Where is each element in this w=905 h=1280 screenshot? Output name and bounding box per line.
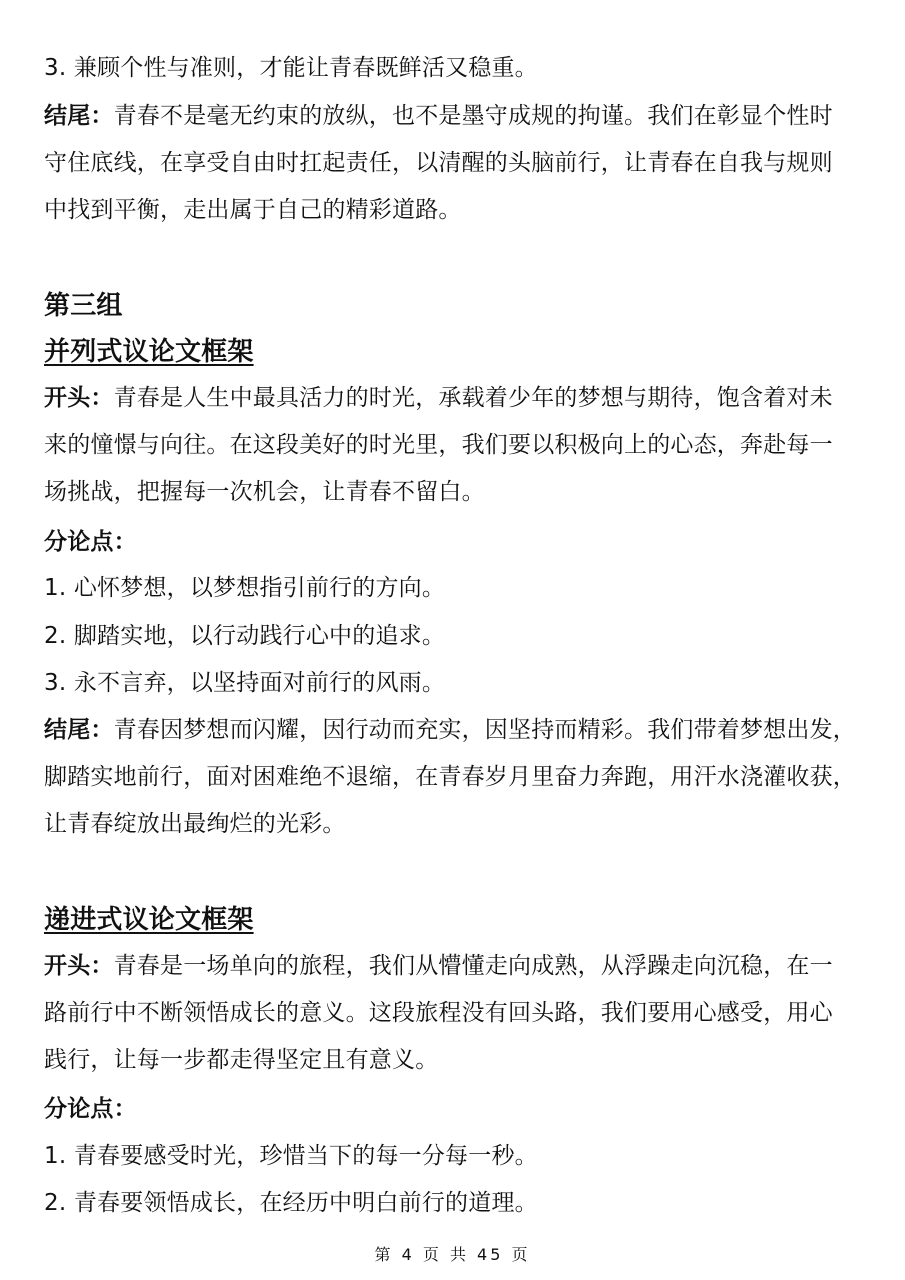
fw1-points-label: 分论点： — [44, 529, 137, 555]
group-title: 第三组 — [44, 291, 123, 321]
prev-point-3: 3. 兼顾个性与准则，才能让青春既鲜活又稳重。 — [44, 55, 538, 81]
fw2-opening-text-1: 青春是一场单向的旅程，我们从懵懂走向成熟，从浮躁走向沉稳，在一 — [113, 953, 833, 979]
fw2-points-label: 分论点： — [44, 1096, 137, 1122]
fw1-opening-line-2: 来的憧憬与向往。在这段美好的时光里，我们要以积极向上的心态，奔赴每一 — [44, 432, 833, 458]
prev-ending-label: 结尾： — [44, 103, 114, 129]
prev-ending-line-2: 守住底线，在享受自由时扛起责任，以清醒的头脑前行，让青春在自我与规则 — [44, 150, 833, 176]
fw1-point-1: 1. 心怀梦想，以梦想指引前行的方向。 — [44, 575, 446, 601]
fw1-ending-label: 结尾： — [44, 717, 114, 743]
fw1-point-3: 3. 永不言弃，以坚持面对前行的风雨。 — [44, 670, 446, 696]
fw1-ending-text-1: 青春因梦想而闪耀，因行动而充实，因坚持而精彩。我们带着梦想出发， — [113, 717, 857, 743]
fw2-opening-line-1 — [44, 950, 833, 982]
prev-ending-line-1 — [44, 100, 833, 132]
fw1-opening-line-1 — [44, 382, 833, 414]
framework-2-title: 递进式议论文框架 — [44, 905, 254, 935]
framework-1-title: 并列式议论文框架 — [44, 337, 254, 367]
fw1-opening-text-1: 青春是人生中最具活力的时光，承载着少年的梦想与期待，饱含着对未 — [113, 385, 833, 411]
fw2-opening-label: 开头： — [44, 953, 114, 979]
prev-ending-text-1: 青春不是毫无约束的放纵，也不是墨守成规的拘谨。我们在彰显个性时 — [113, 103, 833, 129]
fw2-point-2: 2. 青春要领悟成长，在经历中明白前行的道理。 — [44, 1190, 538, 1216]
fw1-opening-line-3: 场挑战，把握每一次机会，让青春不留白。 — [44, 479, 485, 505]
fw1-point-2: 2. 脚踏实地，以行动践行心中的追求。 — [44, 623, 446, 649]
fw1-ending-line-3: 让青春绽放出最绚烂的光彩。 — [44, 811, 346, 837]
fw2-opening-line-3: 践行，让每一步都走得坚定且有意义。 — [44, 1047, 439, 1073]
fw1-ending-line-1 — [44, 714, 856, 746]
prev-ending-line-3: 中找到平衡，走出属于自己的精彩道路。 — [44, 197, 462, 223]
fw2-opening-line-2: 路前行中不断领悟成长的意义。这段旅程没有回头路，我们要用心感受，用心 — [44, 1000, 833, 1026]
page-number-footer: 第 4 页 共 45 页 — [374, 1245, 531, 1264]
fw1-opening-label: 开头： — [44, 385, 114, 411]
fw2-point-1: 1. 青春要感受时光，珍惜当下的每一分每一秒。 — [44, 1143, 538, 1169]
fw1-ending-line-2: 脚踏实地前行，面对困难绝不退缩，在青春岁月里奋力奔跑，用汗水浇灌收获， — [44, 764, 856, 790]
